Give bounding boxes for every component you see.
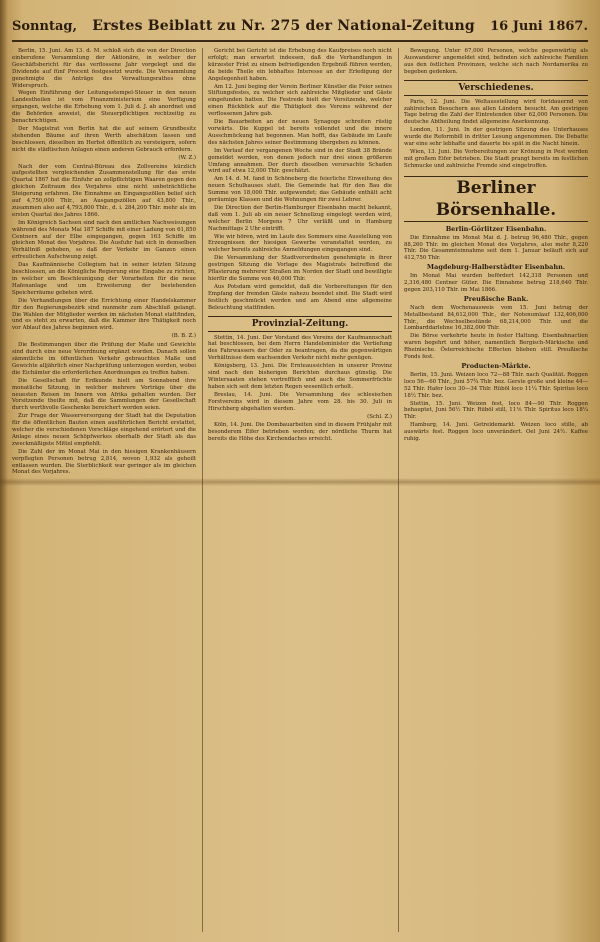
- sub-heading: Magdeburg-Halberstädter Eisenbahn.: [426, 263, 566, 272]
- masthead-day: Sonntag,: [12, 19, 78, 34]
- section-title: Verschiedenes.: [404, 80, 588, 96]
- article-paragraph: Wie wir hören, wird im Laufe des Sommers eine Ausstellung von Erzeugnissen der hiesigen Gewerbe veranstaltet werden, zu welcher bereits zahlreiche Anmeldungen eingegangen sind.: [208, 233, 392, 254]
- article-paragraph: Wegen Einführung der Leitungsstempel-Steuer in den neuen Landestheilen ist vom Finanzministerium eine Verfügung ergangen, welche die Erhebung vom 1. Juli d. J. ab anordnet und die Behörden anweist, die Steuerpflichtigen rechtzeitig zu benachrichtigen.: [12, 90, 196, 125]
- column-2: [202, 48, 392, 932]
- article-paragraph: Stettin, 15. Juni. Weizen fest, loco 84—90 Thlr. Roggen behauptet, Juni 56½ Thlr. Rüböl still, 11⅙ Thlr. Spiritus loco 18¼ Thlr.: [404, 400, 588, 421]
- column-3: [398, 48, 588, 932]
- article-paragraph: Die Einnahme im Monat Mai d. J. betrug 96,480 Thlr., gegen 88,260 Thlr. im gleichen Monat des Vorjahres, also mehr 8,220 Thlr. Die Gesammteinnahme seit dem 1. Januar beläuft sich auf 412,750 Thlr.: [404, 234, 588, 262]
- article-paragraph: Am 14. d. M. fand in Schöneberg die feierliche Einweihung des neuen Schulhauses statt. Die Gemeinde hat für den Bau die Summe von 18,000 Thlr. aufgewendet; das Gebäude enthält acht geräumige Klassen und die Wohnungen für zwei Lehrer.: [208, 176, 392, 204]
- masthead-title: Erstes Beiblatt zu Nr. 275 der National-Zeitung: [92, 18, 475, 34]
- source-signature: (Schl. Z.): [367, 413, 392, 420]
- article-paragraph: Im Verlauf der vergangenen Woche sind in der Stadt 38 Brände gemeldet worden, von denen jedoch nur drei einen größeren Umfang annahmen. Der durch dieselben verursachte Schaden wird auf etwa 12,000 Thlr. geschätzt.: [208, 147, 392, 175]
- article-paragraph: Am 12. Juni beging der Verein Berliner Künstler die Feier seines Stiftungsfestes, zu welcher sich zahlreiche Mitglieder und Gäste eingefunden hatten. Die Festrede hielt der Vorsitzende, welcher einen Rückblick auf die Thätigkeit des Vereins während der verflossenen Jahre gab.: [208, 83, 392, 118]
- masthead-date: 16 Juni 1867.: [490, 19, 588, 34]
- article-paragraph: Die Zahl der im Monat Mai in den hiesigen Krankenhäusern verpflegten Personen betrug 2,814, wovon 1,932 als geheilt entlassen wurden. Die Sterblichkeit war geringer als im gleichen Monat des Vorjahres.: [12, 448, 196, 476]
- section-title: Provinzial-Zeitung.: [208, 316, 392, 332]
- column-1: [12, 48, 196, 932]
- section-title-large: Berliner Börsenhalle.: [404, 176, 588, 222]
- article-paragraph: Die Gesellschaft für Erdkunde hielt am Sonnabend ihre monatliche Sitzung, in welcher mehrere Vorträge über die neuesten Reisen im Innern von Afrika gehalten wurden. Der Vorsitzende theilte mit, daß die Sammlungen der Gesellschaft durch werthvolle Geschenke bereichert worden seien.: [12, 377, 196, 412]
- columns: [12, 48, 588, 932]
- article-paragraph: Die Verhandlungen über die Errichtung einer Handelskammer für den Regierungsbezirk sind nunmehr zum Abschluß gelangt. Die Wahlen der Mitglieder werden im nächsten Monat stattfinden, und es steht zu erwarten, daß die Kammer ihre Thätigkeit noch vor Ablauf des Jahres beginnen wird.: [12, 297, 196, 332]
- article-paragraph: Das Kaufmännische Collegium hat in seiner letzten Sitzung beschlossen, an die Königliche Regierung eine Eingabe zu richten, in welcher um Beschleunigung der Vorarbeiten für die neue Hafenanlage und um Erweiterung der bestehenden Speicherräume gebeten wird.: [12, 262, 196, 296]
- article-paragraph: Paris, 12. Juni. Die Weltausstellung wird fortdauernd von zahlreichen Besuchern aus allen Ländern besucht. Am gestrigen Tage betrug die Zahl der Eintretenden über 62,000 Personen. Die deutsche Abtheilung findet allgemeine Anerkennung.: [404, 98, 588, 126]
- article-paragraph: Im Königreich Sachsen sind nach den amtlichen Nachweisungen während des Monats Mai 187 Schiffe mit einer Ladung von 61,850 Centnern auf der Elbe eingegangen, gegen 163 Schiffe im gleichen Monat des Vorjahres. Die Ausfuhr hat sich in demselben Verhältniß gehoben, so daß der Verkehr im Ganzen einen erfreulichen Aufschwung zeigt.: [12, 219, 196, 261]
- article-paragraph: Aus Potsdam wird gemeldet, daß die Vorbereitungen für den Empfang der fremden Gäste nahezu beendet sind. Die Stadt wird festlich geschmückt werden und am Abend eine allgemeine Beleuchtung stattfinden.: [208, 283, 392, 311]
- source-signature: (W. Z.): [178, 154, 196, 161]
- article-paragraph: Bewegung. Unter 67,000 Personen, welche gegenwärtig als Auswanderer angemeldet sind, befinden sich zahlreiche Familien aus den östlichen Provinzen, welche sich nach Nordamerika zu begeben gedenken.: [404, 48, 588, 75]
- article-paragraph: Wien, 13. Juni. Die Vorbereitungen zur Krönung in Pest werden mit großem Eifer betrieben. Die Stadt prangt bereits im festlichen Schmucke und zahlreiche Fremde sind eingetroffen.: [404, 148, 588, 169]
- article-paragraph: Im Monat Mai wurden befördert 142,318 Personen und 2,316,480 Centner Güter. Die Einnahme betrug 218,640 Thlr. gegen 203,110 Thlr. im Mai 1866.: [404, 273, 588, 293]
- article-paragraph: Berlin, 15. Juni. Weizen loco 72—88 Thlr. nach Qualität. Roggen loco 56—60 Thlr., Juni 57¾ Thlr. bez. Gerste große und kleine 44—52 Thlr. Hafer loco 30—34 Thlr. Rüböl loco 11¼ Thlr. Spiritus loco 18½ Thlr. bez.: [404, 371, 588, 399]
- article-paragraph: Nach der vom Central-Büreau des Zollvereins kürzlich aufgestellten vergleichenden Zusammenstellung für das erste Quartal 1867 hat die Einfuhr an zollpflichtigen Waaren gegen den gleichen Zeitraum des Vorjahres eine nicht unbeträchtliche Steigerung erfahren. Die Einnahme an Eingangszöllen belief sich auf 4,750,000 Thlr., an Ausgangszöllen auf 43,800 Thlr., zusammen also auf 4,793,800 Thlr., d. i. 284,200 Thlr. mehr als im ersten Quartal des Jahres 1866.: [12, 163, 196, 218]
- article-paragraph: Die Bauarbeiten an der neuen Synagoge schreiten rüstig vorwärts. Die Kuppel ist bereits vollendet und die innere Ausschmückung hat begonnen. Man hofft, das Gebäude im Laufe des nächsten Jahres seiner Bestimmung übergeben zu können.: [208, 119, 392, 146]
- article-paragraph: Nach dem Wochenausweis vom 15. Juni betrug der Metallbestand 84,612,000 Thlr., der Notenumlauf 132,406,000 Thlr., die Wechselbestände 68,214,000 Thlr. und die Lombarddarlehne 16,382,000 Thlr.: [404, 304, 588, 332]
- article-paragraph: Die Bestimmungen über die Prüfung der Maße und Gewichte sind durch eine neue Verordnung ergänzt worden. Danach sollen sämmtliche im öffentlichen Verkehr gebrauchten Maße und Gewichte alljährlich einer Nachprüfung unterzogen werden, wobei die Eichämter die erforderlichen Anordnungen zu treffen haben.: [12, 342, 196, 376]
- article-paragraph: Berlin, 15. Juni. Am 13. d. M. schloß sich die von der Direction einberufene Versammlung der Aktionäre, in welcher der Geschäftsbericht für das verflossene Jahr vorgelegt und die Dividende auf fünf Procent festgesetzt wurde. Die Versammlung genehmigte die Anträge des Verwaltungsrathes ohne Widerspruch.: [12, 48, 196, 89]
- article-paragraph: London, 11. Juni. In der gestrigen Sitzung des Unterhauses wurde die Reformbill in dritter Lesung angenommen. Die Debatte war eine sehr lebhafte und dauerte bis spät in die Nacht hinein.: [404, 127, 588, 148]
- article-paragraph: Stettin, 14. Juni. Der Vorstand des Vereins der Kaufmannschaft hat beschlossen, bei dem Herrn Handelsminister die Vertiefung des Fahrwassers der Oder zu beantragen, da die gegenwärtigen Verhältnisse dem wachsenden Verkehr nicht mehr genügen.: [208, 334, 392, 362]
- article-paragraph: Gericht bei Gericht ist die Erhebung des Kaufpreises noch nicht erfolgt; man erwartet indessen, daß die Verhandlungen in kürzester Frist zu einem befriedigenden Ergebniß führen werden, da beide Theile ein lebhaftes Interesse an der Erledigung der Angelegenheit haben.: [208, 48, 392, 82]
- article-paragraph: Zur Frage der Wasserversorgung der Stadt hat die Deputation für die öffentlichen Bauten einen ausführlichen Bericht erstattet, welcher die verschiedenen Vorschläge eingehend erörtert und die Anlage eines neuen Schöpfwerkes oberhalb der Stadt als das zweckmäßigste Mittel empfiehlt.: [12, 413, 196, 447]
- article-paragraph: Die Börse verkehrte heute in fester Haltung. Eisenbahnactien waren begehrt und höher, namentlich Bergisch-Märkische und Rheinische. Österreichische Effecten blieben still. Preußische Fonds fest.: [404, 333, 588, 361]
- article-paragraph: Breslau, 14. Juni. Die Versammlung des schlesischen Forstvereins wird in diesem Jahre vom 28. bis 30. Juli in Hirschberg abgehalten werden.: [208, 391, 392, 412]
- article-paragraph: Köln, 14. Juni. Die Dombauarbeiten sind in diesem Frühjahr mit besonderem Eifer betrieben worden; der nördliche Thurm hat bereits die Höhe des Kirchendaches erreicht.: [208, 422, 392, 443]
- article-paragraph: Königsberg, 13. Juni. Die Ernteaussichten in unserer Provinz sind nach den bisherigen Berichten durchaus günstig. Die Wintersaaten stehen vortrefflich und auch die Sommerfrüchte haben sich seit dem letzten Regen wesentlich erholt.: [208, 363, 392, 390]
- article-paragraph: Die Direction der Berlin-Hamburger Eisenbahn macht bekannt, daß vom 1. Juli ab ein neuer Schnellzug eingelegt werden wird, welcher Berlin Morgens 7 Uhr verläßt und in Hamburg Nachmittags 2 Uhr eintrifft.: [208, 204, 392, 232]
- article-paragraph: Der Magistrat von Berlin hat die auf seinem Grundbesitz stehenden Bäume auf ihren Werth abschätzen lassen und beschlossen, dieselben im Herbst öffentlich zu versteigern, sofern nicht die städtischen Anlagen einen anderen Gebrauch erfordern.: [12, 125, 196, 153]
- sub-heading: Preußische Bank.: [463, 294, 529, 303]
- masthead: [12, 18, 588, 42]
- sub-heading: Berlin-Görlitzer Eisenbahn.: [445, 224, 547, 233]
- sub-heading: Producten-Märkte.: [461, 362, 531, 370]
- source-signature: (B. B. Z.): [171, 333, 196, 340]
- article-paragraph: Hamburg, 14. Juni. Getreidemarkt. Weizen loco stille, ab auswärts fest. Roggen loco unverändert. Oel Juni 24½. Kaffee ruhig.: [404, 422, 588, 443]
- article-paragraph: Die Versammlung der Stadtverordneten genehmigte in ihrer gestrigen Sitzung die Vorlage des Magistrats betreffend die Pflasterung mehrerer Straßen im Norden der Stadt und bewilligte hierfür die Summe von 46,000 Thlr.: [208, 255, 392, 282]
- binding-shadow: [0, 0, 8, 942]
